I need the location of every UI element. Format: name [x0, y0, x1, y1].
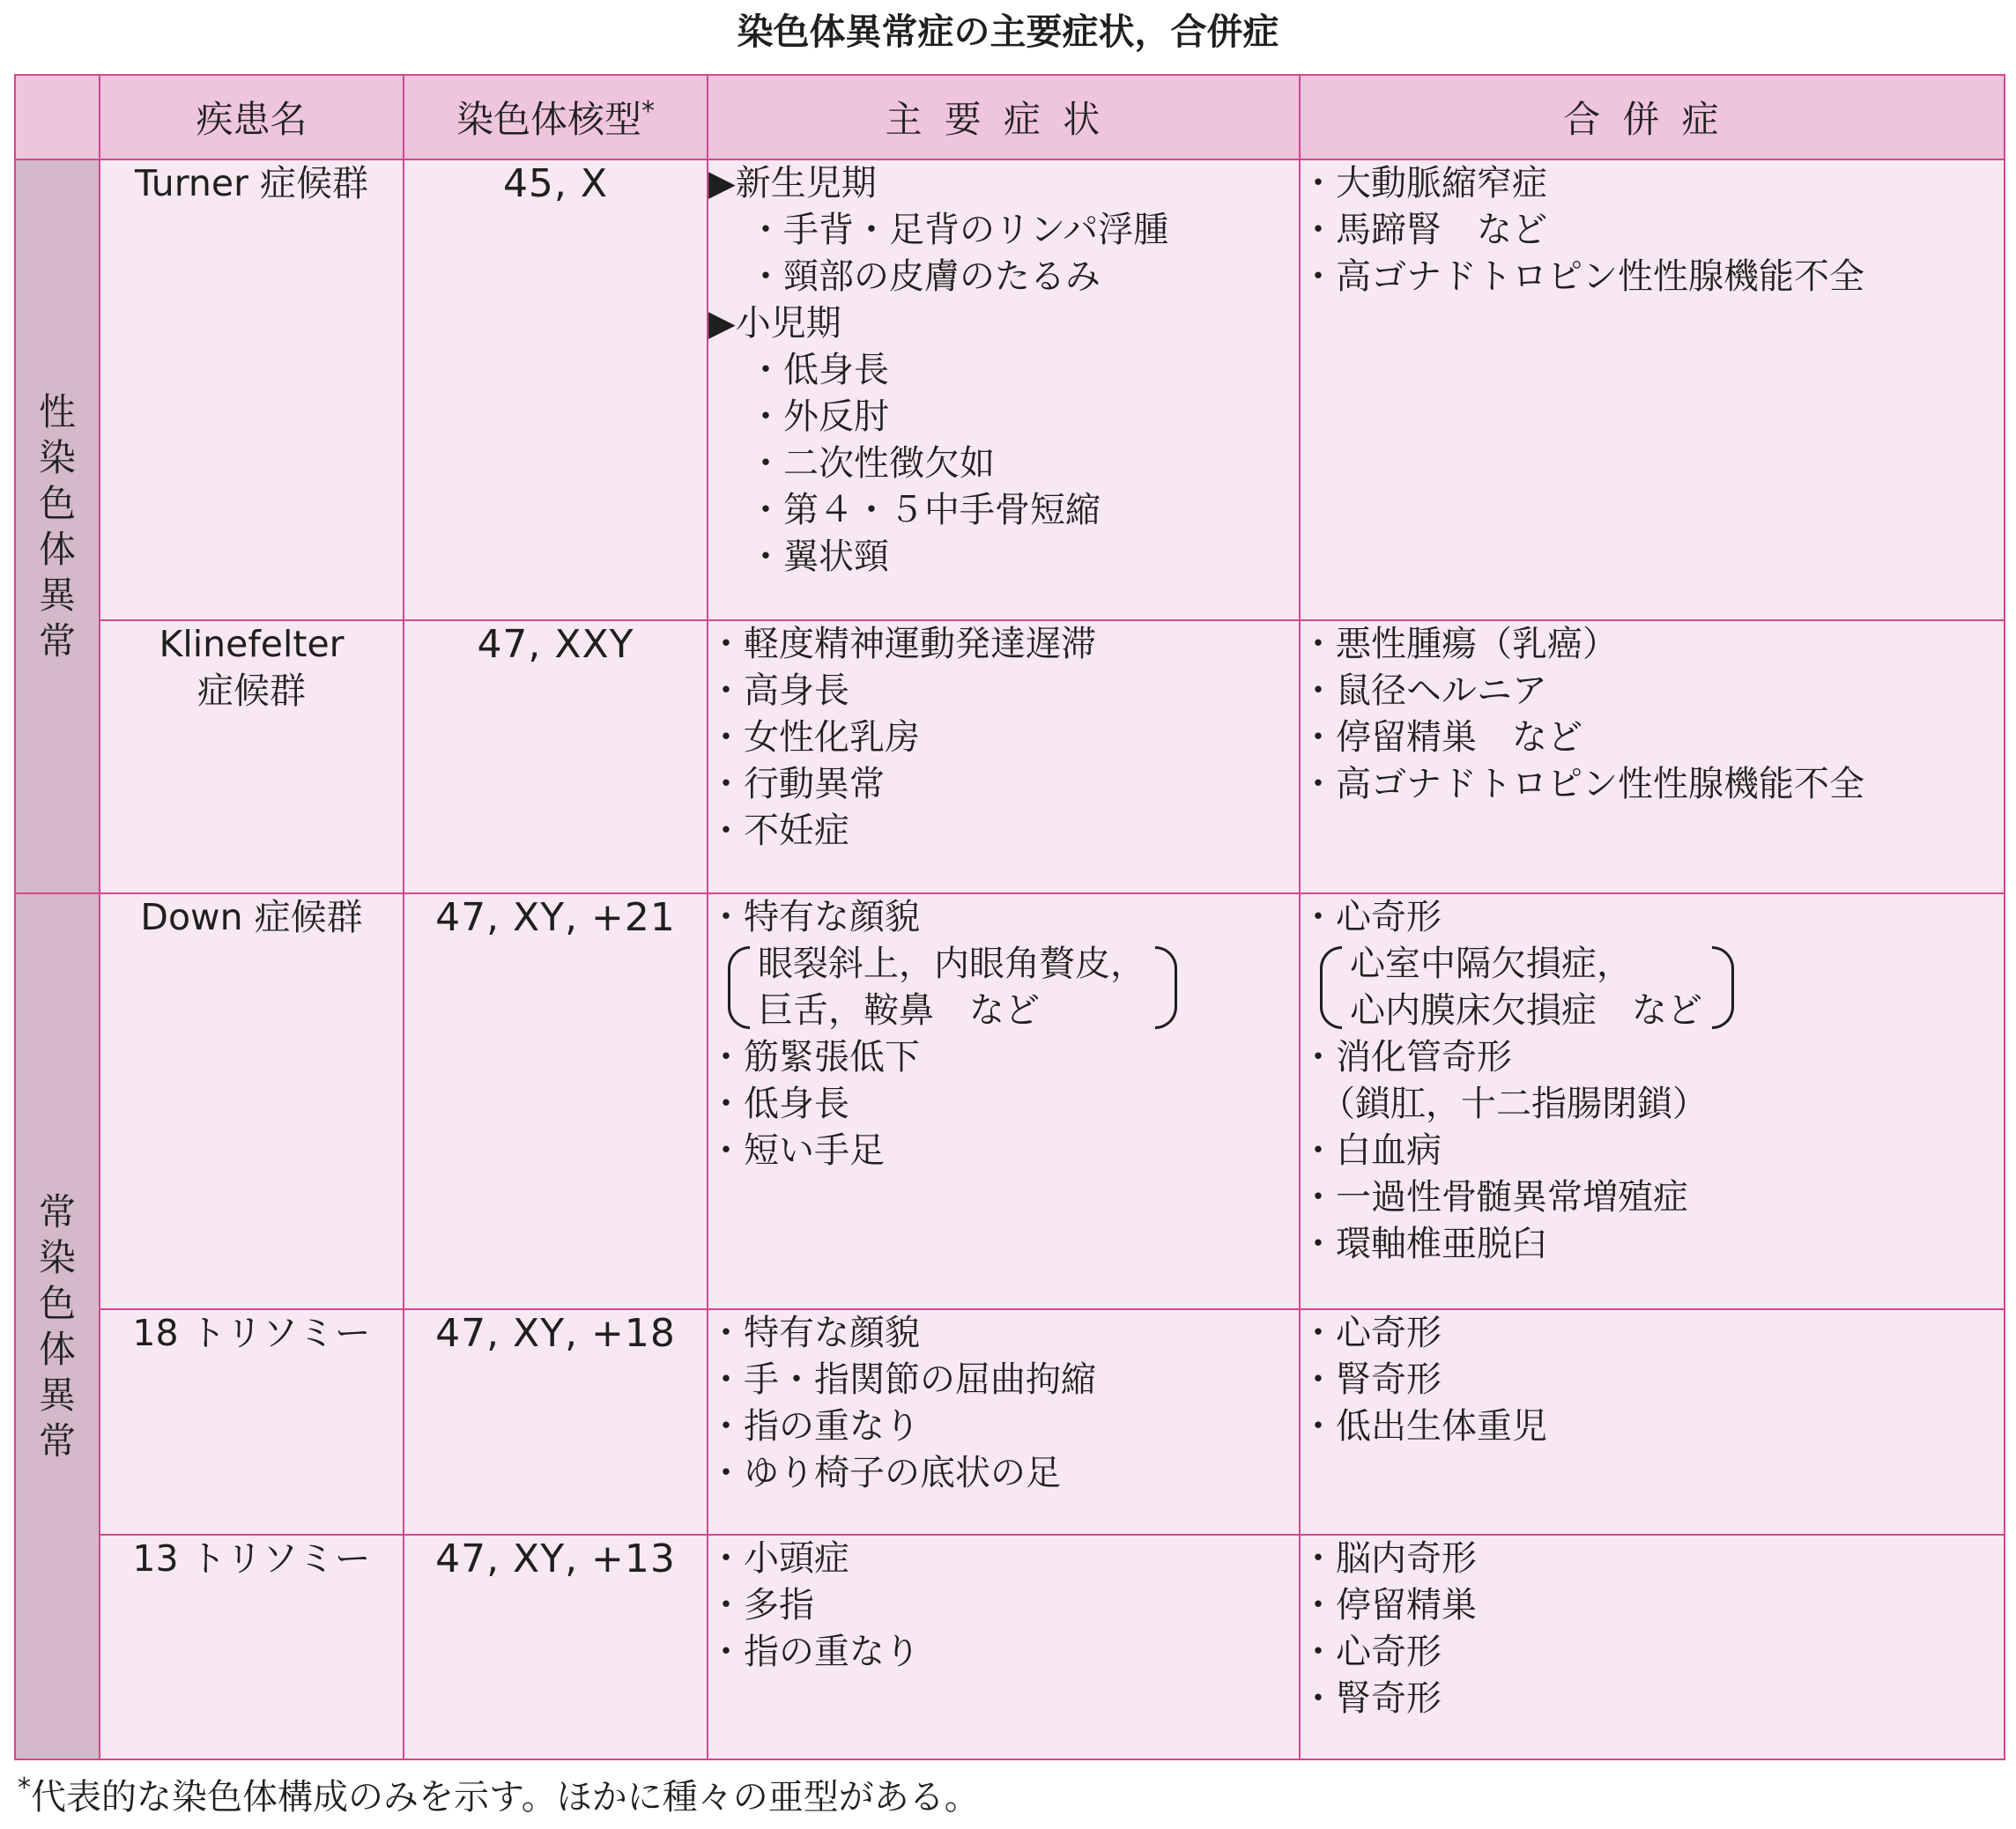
list-item: ・低身長 — [748, 350, 889, 390]
list-item: ・停留精巣 — [1301, 1585, 1477, 1625]
list-item: ・ゆり椅子の底状の足 — [708, 1453, 1061, 1493]
list-item: ・頸部の皮膚のたるみ — [748, 256, 1101, 297]
disease-name: 18 トリソミー — [132, 1312, 371, 1354]
list-item: ・手背・足背のリンパ浮腫 — [748, 210, 1169, 250]
karyotype-cell: 47, XXY — [404, 620, 708, 893]
list-item: ・腎奇形 — [1301, 1678, 1442, 1719]
list-item: ・第４・５中手骨短縮 — [748, 490, 1101, 530]
list-item: ・外反肘 — [748, 396, 889, 437]
complications-cell — [1300, 893, 2005, 1309]
footnote — [18, 1773, 980, 1822]
header-disease — [100, 75, 404, 159]
list-item: ・筋緊張低下 — [708, 1037, 920, 1077]
list-item: ・停留精巣 など — [1301, 717, 1582, 758]
list-item: ・軽度精神運動発達遅滞 — [708, 624, 1096, 664]
list-item: ・不妊症 — [708, 811, 849, 851]
list-item: ・手・指関節の屈曲拘縮 — [708, 1359, 1096, 1400]
complications-cell — [1300, 620, 2005, 893]
symptoms-cell — [708, 159, 1300, 620]
disease-name-cell — [100, 893, 404, 1309]
list-item: ・特有な顔貌 — [708, 1313, 920, 1353]
list-item: ・心奇形 — [1301, 897, 1442, 937]
list-item: ・消化管奇形 — [1301, 1037, 1512, 1077]
header-complications-label: 合併症 — [1563, 98, 1741, 141]
table-row — [15, 620, 2005, 893]
parenthetical-line: 心内膜床欠損症 など — [1350, 990, 1702, 1031]
table-body — [15, 159, 2005, 1759]
list-item: ・女性化乳房 — [708, 717, 920, 758]
list-item: ・一過性骨髄異常増殖症 — [1301, 1177, 1688, 1218]
karyotype-cell: 47, XY, +21 — [404, 893, 708, 1309]
table-row — [15, 893, 2005, 1309]
list-item: ・腎奇形 — [1301, 1359, 1442, 1400]
karyotype-cell: 47, XY, +13 — [404, 1535, 708, 1759]
disease-name: 症候群 — [197, 670, 306, 712]
list-item: ・心奇形 — [1301, 1313, 1442, 1353]
chromosome-disorder-table — [14, 74, 2005, 1760]
list-item: ・悪性腫瘍（乳癌） — [1301, 624, 1618, 664]
list-item: ・二次性徴欠如 — [748, 443, 995, 484]
list-item: ・鼠径ヘルニア — [1301, 670, 1547, 711]
parenthetical-line: 眼裂斜上，内眼角贅皮， — [758, 944, 1145, 984]
table-row — [15, 159, 2005, 620]
complications-cell — [1300, 1535, 2005, 1759]
list-item: ・白血病 — [1301, 1130, 1442, 1171]
symptoms-cell — [708, 893, 1300, 1309]
symptoms-cell — [708, 620, 1300, 893]
list-item: ・心奇形 — [1301, 1632, 1442, 1672]
footnote-mark: * — [18, 1773, 31, 1803]
header-karyotype — [404, 75, 708, 159]
list-item: ・脳内奇形 — [1301, 1538, 1477, 1579]
parenthetical-note — [1320, 941, 1734, 1034]
list-item: ・指の重なり — [708, 1632, 920, 1672]
symptoms-cell — [708, 1535, 1300, 1759]
list-item: ・高身長 — [708, 670, 849, 711]
list-item: ・短い手足 — [708, 1130, 885, 1171]
list-item: ・高ゴナドトロピン性性腺機能不全 — [1301, 256, 1864, 297]
list-item: ・特有な顔貌 — [708, 897, 920, 937]
list-item: ・小頭症 — [708, 1538, 849, 1579]
disease-name-cell — [100, 1535, 404, 1759]
karyotype-cell: 45, X — [404, 159, 708, 620]
list-item: ・大動脈縮窄症 — [1301, 163, 1547, 204]
header-complications — [1300, 75, 2005, 159]
table-row — [15, 1535, 2005, 1759]
header-group-cell — [15, 75, 100, 159]
karyotype-cell: 47, XY, +18 — [404, 1309, 708, 1535]
parenthetical-note — [728, 941, 1177, 1034]
group-label: 性染色体異常 — [38, 389, 76, 663]
footnote-text: 代表的な染色体構成のみを示す。ほかに種々の亜型がある。 — [31, 1777, 980, 1818]
complications-cell — [1300, 159, 2005, 620]
list-item: ・低身長 — [708, 1084, 849, 1124]
list-item: ・多指 — [708, 1585, 814, 1625]
disease-name: Turner 症候群 — [134, 162, 369, 204]
list-item: ・翼状頸 — [748, 537, 889, 577]
parenthetical-line: 巨舌，鞍鼻 など — [758, 990, 1040, 1031]
disease-name: Klinefelter — [159, 623, 345, 665]
header-row — [15, 75, 2005, 159]
disease-name-cell — [100, 620, 404, 893]
group-autosome — [15, 893, 100, 1759]
group-label: 常染色体異常 — [38, 1189, 76, 1462]
header-karyotype-label: 染色体核型 — [456, 98, 641, 141]
disease-name-cell — [100, 159, 404, 620]
disease-name: Down 症候群 — [140, 896, 363, 938]
page-title: 染色体異常症の主要症状，合併症 — [737, 11, 1279, 53]
list-item: ・馬蹄腎 など — [1301, 210, 1547, 250]
disease-name-cell — [100, 1309, 404, 1535]
symptoms-cell — [708, 1309, 1300, 1535]
list-item: ・行動異常 — [708, 764, 885, 804]
table-row — [15, 1309, 2005, 1535]
list-item: ・環軸椎亜脱臼 — [1301, 1224, 1547, 1264]
list-note: （鎖肛，十二指腸閉鎖） — [1320, 1084, 1708, 1124]
complications-cell — [1300, 1309, 2005, 1535]
header-symptoms-label: 主要症状 — [885, 98, 1123, 141]
header-karyotype-mark: * — [641, 96, 655, 127]
list-item: ・低出生体重児 — [1301, 1406, 1547, 1447]
parenthetical-line: 心室中隔欠損症， — [1350, 944, 1632, 984]
disease-name: 13 トリソミー — [132, 1537, 371, 1580]
header-disease-label: 疾患名 — [196, 98, 308, 141]
list-item: ・指の重なり — [708, 1406, 920, 1447]
list-item: ・高ゴナドトロピン性性腺機能不全 — [1301, 764, 1864, 804]
list-section-heading: ▶小児期 — [708, 303, 841, 344]
header-symptoms — [708, 75, 1300, 159]
list-section-heading: ▶新生児期 — [708, 163, 877, 204]
group-sex-chromosome — [15, 159, 100, 893]
